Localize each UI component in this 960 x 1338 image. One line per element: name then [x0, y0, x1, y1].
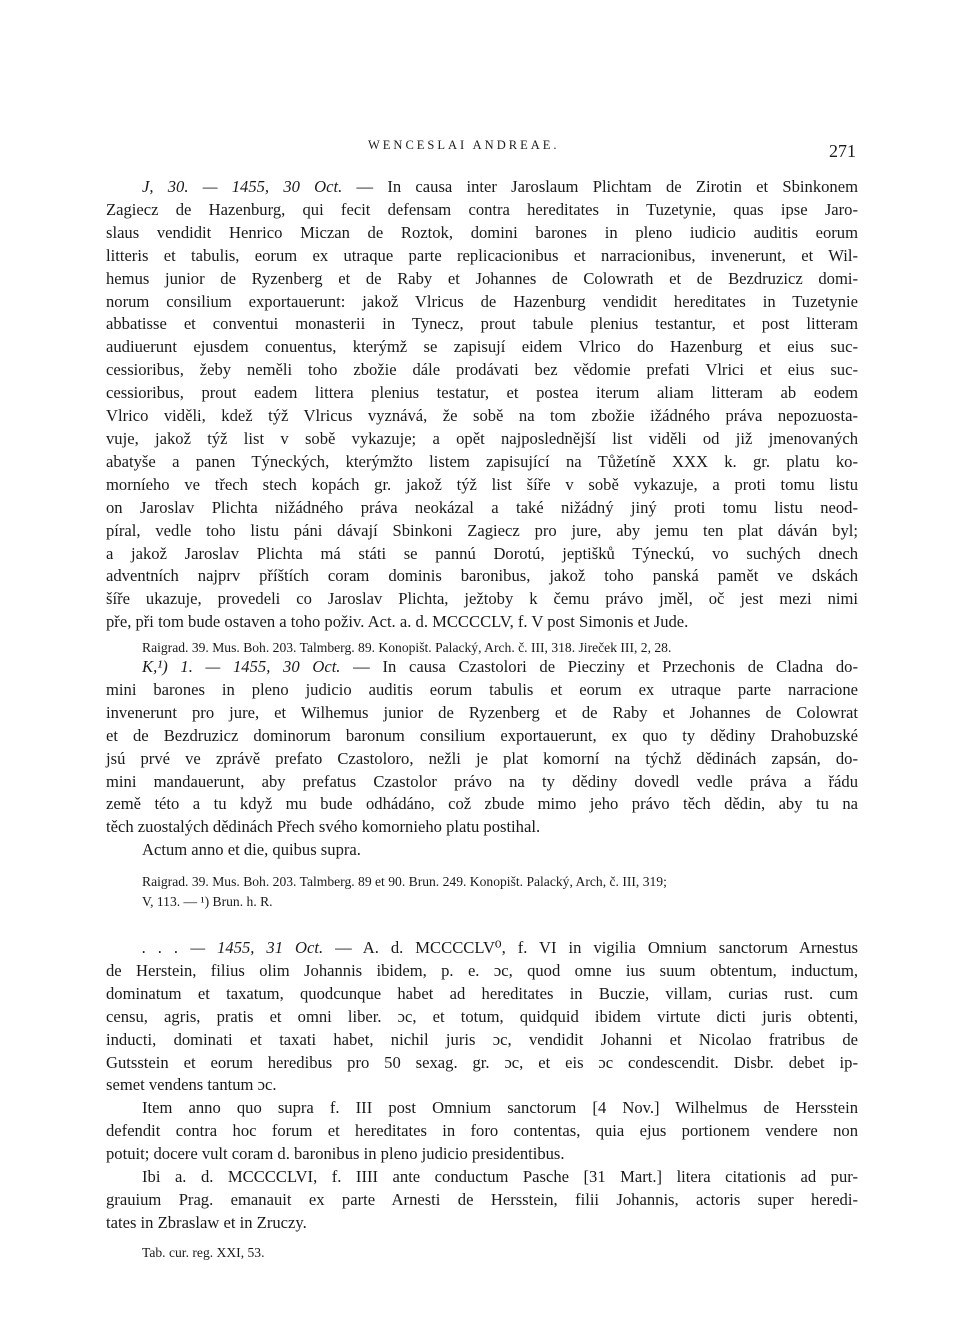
text-line: de Herstein, filius olim Johannis ibidem, p. e. ɔc, quod omne ius suum obtentum, inductum, [106, 960, 858, 980]
text-line: invenerunt pro jure, et Wilhemus junior de Ryzenberg et de Raby et Johannes de Colowrat [106, 702, 858, 722]
text-line: et de Bezdruzicz dominorum baronum consilium exportauerunt, ex quo ty dědiny Drahobuzské [106, 725, 858, 745]
text-line: semet vendens tantum ɔc. [106, 1075, 277, 1095]
text-line: a jakož Jaroslav Plichta má státi se pannú Dorotú, jeptišků Týneckú, vo suchých dnech [106, 543, 858, 563]
text-line: morníeho ve třech stech kopách gr. jakož týž list šíře v sobě vykazuje, a proti tomu listu [106, 474, 858, 494]
text-line: mini mandauerunt, aby prefatus Czastolor právo na ty dědiny dovedl vedle práva a řádu [106, 771, 858, 791]
text-line: dominatum et taxatum, quodcunque habet ad hereditates in Buczie, villam, curias rust. cum [106, 983, 858, 1003]
text-line: Actum anno et die, quibus supra. [142, 840, 361, 860]
text-line: adventních najprv příštích coram dominis baronibus, jakož toho panská pamět ve dskách [106, 566, 858, 586]
text-line: censu, agris, pratis et omni liber. ɔc, et totum, quidquid ibidem virtute dicti juris obtenti, [106, 1006, 858, 1026]
entry-body [106, 656, 858, 862]
source-line: Raigrad. 39. Mus. Boh. 203. Talmberg. 89 et 90. Brun. 249. Konopišt. Palacký, Arch, č. III, 319; [142, 874, 667, 890]
text-line: píral, vedle toho listu páni dávají Sbinkoni Zagiecz pro jure, aby jemu ten plat dáván byl; [106, 520, 858, 540]
text-line: vuje, jakož týž list v sobě vykazuje; a opět najposlednější list viděli od již jmenovaných [106, 428, 858, 448]
entry-j30 [106, 176, 858, 658]
text-line: šíře ukazuje, provedeli co Jaroslav Plichta, ježtoby k čemu právo jměl, oč jest mezi nimi [106, 589, 858, 609]
text-line: Vlrico viděli, kdež týž Vlricus vyznává, že sobě na tom zbožie ižádného práva nepozuosta- [106, 406, 858, 426]
text-line: inducti, dominati et taxati habet, nichil juris ɔc, vendidit Johanni et Nicolao fratribus de [106, 1029, 858, 1049]
source-note: Tab. cur. reg. XXI, 53. [142, 1244, 265, 1260]
entry-body [106, 176, 858, 634]
entry-label: K,¹) 1. — 1455, 30 Oct. [142, 657, 341, 676]
running-head [106, 134, 858, 161]
text-line: cessioribus, prout eadem littera plenius testatur, et postea iterum aliam litteram ab eodem [106, 383, 858, 403]
text-line: Ibi a. d. MCCCCLVI, f. IIII ante conductum Pasche [31 Mart.] litera citationis ad pur- [142, 1167, 858, 1187]
text-line: abatyše a panen Týneckých, kterýmžto listem zapisující na Tůžetíně XXX k. gr. platu ko- [106, 451, 858, 471]
text-line: jsú prvé ve zprávě prefato Czastoloro, nežli je plat komorní na týchž dědinách zapsán, do- [106, 748, 858, 768]
text-line: audiuerunt ejusdem conuentus, kterýmž se zapisují eidem Vlrico do Hazenburg et eius suc- [106, 337, 858, 357]
entry-label: J, 30. — 1455, 30 Oct. [142, 177, 343, 196]
entry-body [106, 937, 858, 1235]
text-line: těch zuostalých dědinách Přech svého komornieho platu postihal. [106, 817, 541, 837]
text-line: země této a tu když mu bude odhádáno, což zbude mimo jeho právo těch dědin, aby tu na [106, 794, 858, 814]
entry-31oct [106, 937, 858, 1263]
text-line: on Jaroslav Plichta nižádného práva neokázal a také nižádný jiný proti tomu listu neod- [106, 497, 858, 517]
text-line: J, 30. — 1455, 30 Oct. — In causa inter Jaroslaum Plichtam de Zirotin et Sbinkonem [142, 177, 858, 196]
text-line: norum consilium exportauerunt: jakož Vlricus de Hazenburg vendidit hereditates in Tuzetynie [106, 291, 858, 311]
text-line: defendit contra hoc forum et hereditates in foro contentas, quia ejus portionem vendere non [106, 1121, 858, 1141]
text-line: Item anno quo supra f. III post Omnium sanctorum [4 Nov.] Wilhelmus de Hersstein [142, 1098, 858, 1118]
text-line: Zagiecz de Hazenburg, qui fecit defensam contra hereditates in Tuzetynie, quas ipse Jaro- [106, 199, 858, 219]
text-line: litteris et tabulis, eorum ex utraque parte replicacionibus et narracionibus, invenerunt, et Wil- [106, 245, 858, 265]
text-line: pře, při tom bude ostaven a toho poživ. Act. a. d. MCCCCLV, f. V post Simonis et Jude. [106, 612, 689, 632]
source-note: Raigrad. 39. Mus. Boh. 203. Talmberg. 89. Konopišt. Palacký, Arch. č. III, 318. Jireček III, 2, 28. [142, 640, 672, 656]
text-line: hemus junior de Ryzenberg et de Raby et Johannes de Colowrath et de Bezdruzicz domi- [106, 268, 858, 288]
text-line: potuit; docere vult coram d. baronibus in pleno judicio presidentibus. [106, 1144, 565, 1164]
text-line: . . . — 1455, 31 Oct. — A. d. MCCCCLV⁰, f. VI in vigilia Omnium sanctorum Arnestus [142, 938, 858, 957]
source-line: V, 113. — ¹) Brun. h. R. [142, 894, 273, 910]
text-line: slaus vendidit Henrico Miczan de Roztok, domini barones in pleno iudicio auditis eorum [106, 222, 858, 242]
text-line: abbatisse et conventui monasterii in Tynecz, prout tabule plenius testantur, et post litteram [106, 314, 858, 334]
entry-k1 [106, 656, 858, 912]
entry-label: . . . — 1455, 31 Oct. [142, 938, 324, 957]
text-line: grauium Prag. emanauit ex parte Arnesti de Hersstein, filii Johannis, actoris super heredi- [106, 1189, 858, 1209]
text-line: Gutsstein et eorum heredibus pro 50 sexag. gr. ɔc, et eis ɔc condescendit. Disbr. debet ip- [106, 1052, 858, 1072]
text-line: tates in Zbraslaw et in Zruczy. [106, 1212, 307, 1232]
text-line: cessioribus, žeby neměli toho zbožie dále prodávati bez vědomie prefati Vlrici et eius suc- [106, 360, 858, 380]
page-number: 271 [829, 141, 856, 161]
text-line: K,¹) 1. — 1455, 30 Oct. — In causa Czastolori de Piecziny et Przechonis de Cladna do- [142, 657, 858, 676]
text-line: mini barones in pleno judicio auditis eorum tabulis et eorum ex utraque parte narracione [106, 679, 858, 699]
running-title: WENCESLAI ANDREAE. [368, 138, 560, 152]
source-note [106, 872, 858, 912]
